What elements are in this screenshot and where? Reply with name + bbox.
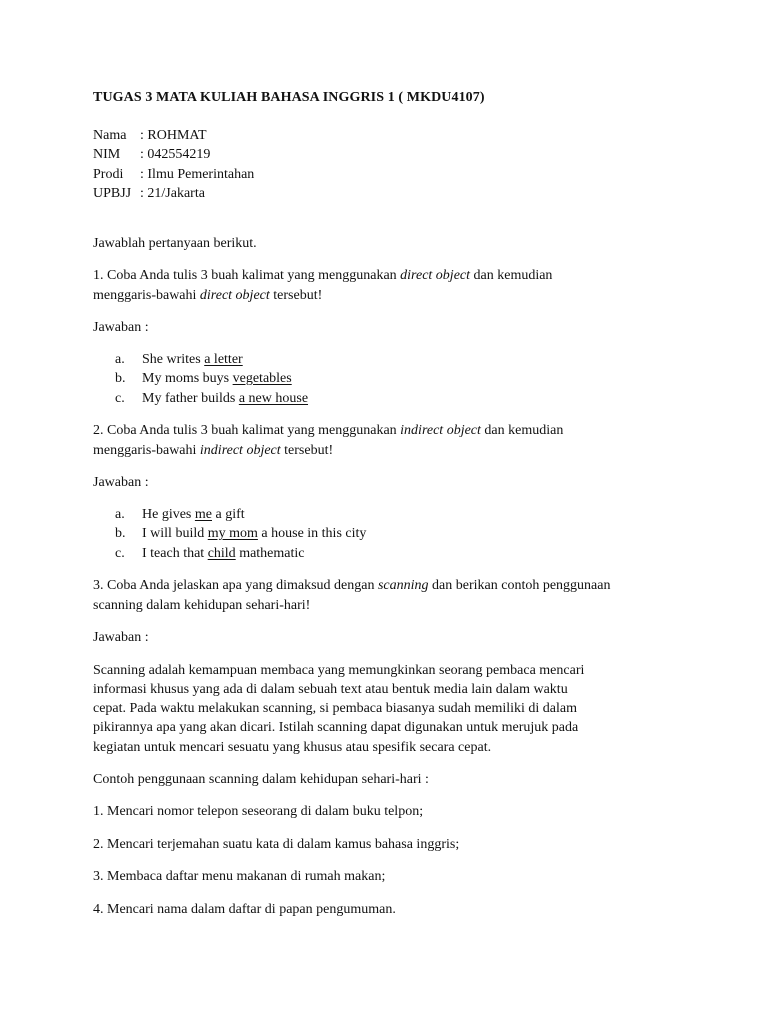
example-item: 1. Mencari nomor telepon seseorang di dalam buku telpon; (93, 804, 424, 820)
question-2 (93, 421, 693, 460)
answer-label: Jawaban : (93, 320, 149, 335)
document-title: TUGAS 3 MATA KULIAH BAHASA INGGRIS 1 ( MKDU4107) (93, 90, 485, 105)
example-item: 3. Membaca daftar menu makanan di rumah makan; (93, 869, 386, 885)
identity-row-prodi (93, 165, 693, 185)
question-term: indirect object (400, 423, 481, 438)
example-item: 2. Mencari terjemahan suatu kata di dalam kamus bahasa inggris; (93, 836, 460, 852)
question-text: dan kemudian (480, 423, 564, 438)
list-item (93, 389, 693, 409)
identity-row-nama (93, 126, 693, 146)
question-text: tersebut! (280, 442, 334, 458)
paragraph-line: Scanning adalah kemampuan membaca yang memungkinkan seorang pembaca mencari (93, 662, 585, 678)
answer-text: I will build (142, 526, 208, 541)
question-term: direct object (400, 268, 471, 283)
answer-list-1 (93, 350, 693, 409)
examples-intro: Contoh penggunaan scanning dalam kehidupan sehari-hari : (93, 771, 429, 787)
list-item (93, 505, 693, 525)
question-term: indirect object (199, 442, 281, 458)
paragraph-line: informasi khusus yang ada di dalam sebuah text atau bentuk media lain dalam waktu (93, 681, 568, 697)
identity-value: : 042554219 (140, 147, 211, 162)
answer-list-2 (93, 505, 693, 564)
question-text: menggaris-bawahi (93, 287, 200, 303)
list-marker: c. (115, 390, 125, 406)
example-item: 4. Mencari nama dalam daftar di papan pengumuman. (93, 901, 396, 917)
identity-label: Nama (93, 127, 127, 143)
question-term: scanning (377, 578, 429, 593)
identity-value: : ROHMAT (140, 127, 207, 143)
list-marker: b. (115, 526, 126, 541)
answer-text: My moms buys (142, 371, 233, 386)
answer-text: a house in this city (257, 526, 367, 541)
question-text: 1. Coba Anda tulis 3 buah kalimat yang menggunakan (93, 268, 401, 283)
question-text: scanning dalam kehidupan sehari-hari! (93, 597, 311, 613)
list-marker: c. (115, 545, 125, 561)
question-3 (93, 576, 693, 615)
question-text: dan kemudian (470, 268, 553, 283)
list-marker: a. (115, 506, 125, 522)
answer-text: My father builds (142, 390, 239, 406)
identity-label: Prodi (93, 166, 124, 182)
answer-label: Jawaban : (93, 475, 149, 490)
student-identity (93, 126, 693, 204)
answer-text: mathematic (235, 545, 305, 561)
answer-underlined: a new house (238, 390, 309, 406)
question-text: dan berikan contoh penggunaan (428, 578, 611, 593)
answer-underlined: me (194, 506, 212, 522)
identity-value: : 21/Jakarta (140, 186, 205, 201)
identity-row-nim (93, 145, 693, 165)
scanning-paragraph (93, 661, 693, 757)
answer-underlined: my mom (207, 526, 258, 541)
question-text: menggaris-bawahi (93, 442, 200, 458)
answer-underlined: vegetables (232, 371, 292, 386)
identity-value: : Ilmu Pemerintahan (140, 166, 255, 182)
question-text: 3. Coba Anda jelaskan apa yang dimaksud dengan (93, 578, 378, 593)
answer-text: She writes (142, 351, 205, 367)
answer-label: Jawaban : (93, 630, 149, 645)
question-text: 2. Coba Anda tulis 3 buah kalimat yang menggunakan (93, 423, 401, 438)
answer-text: I teach that (142, 545, 208, 561)
answer-underlined: child (207, 545, 236, 561)
answer-underlined: a letter (204, 351, 243, 367)
list-item (93, 369, 693, 389)
list-item (93, 544, 693, 564)
list-item (93, 350, 693, 370)
paragraph-line: pikirannya apa yang akan dicari. Istilah scanning dapat digunakan untuk merujuk pada (93, 720, 579, 736)
list-item (93, 524, 693, 544)
paragraph-line: cepat. Pada waktu melakukan scanning, si pembaca biasanya sudah memiliki di dalam (93, 701, 578, 717)
identity-label: NIM (93, 147, 121, 162)
identity-row-upbjj (93, 184, 693, 204)
question-term: direct object (199, 287, 270, 303)
identity-label: UPBJJ (93, 186, 132, 201)
question-1 (93, 266, 693, 305)
instruction-text: Jawablah pertanyaan berikut. (93, 235, 257, 251)
question-text: tersebut! (269, 287, 323, 303)
document-content (93, 88, 693, 919)
answer-text: a gift (212, 506, 245, 522)
paragraph-line: kegiatan untuk mencari sesuatu yang khusus atau spesifik secara cepat. (93, 739, 492, 755)
list-marker: a. (115, 351, 125, 367)
answer-text: He gives (142, 506, 195, 522)
list-marker: b. (115, 371, 126, 386)
